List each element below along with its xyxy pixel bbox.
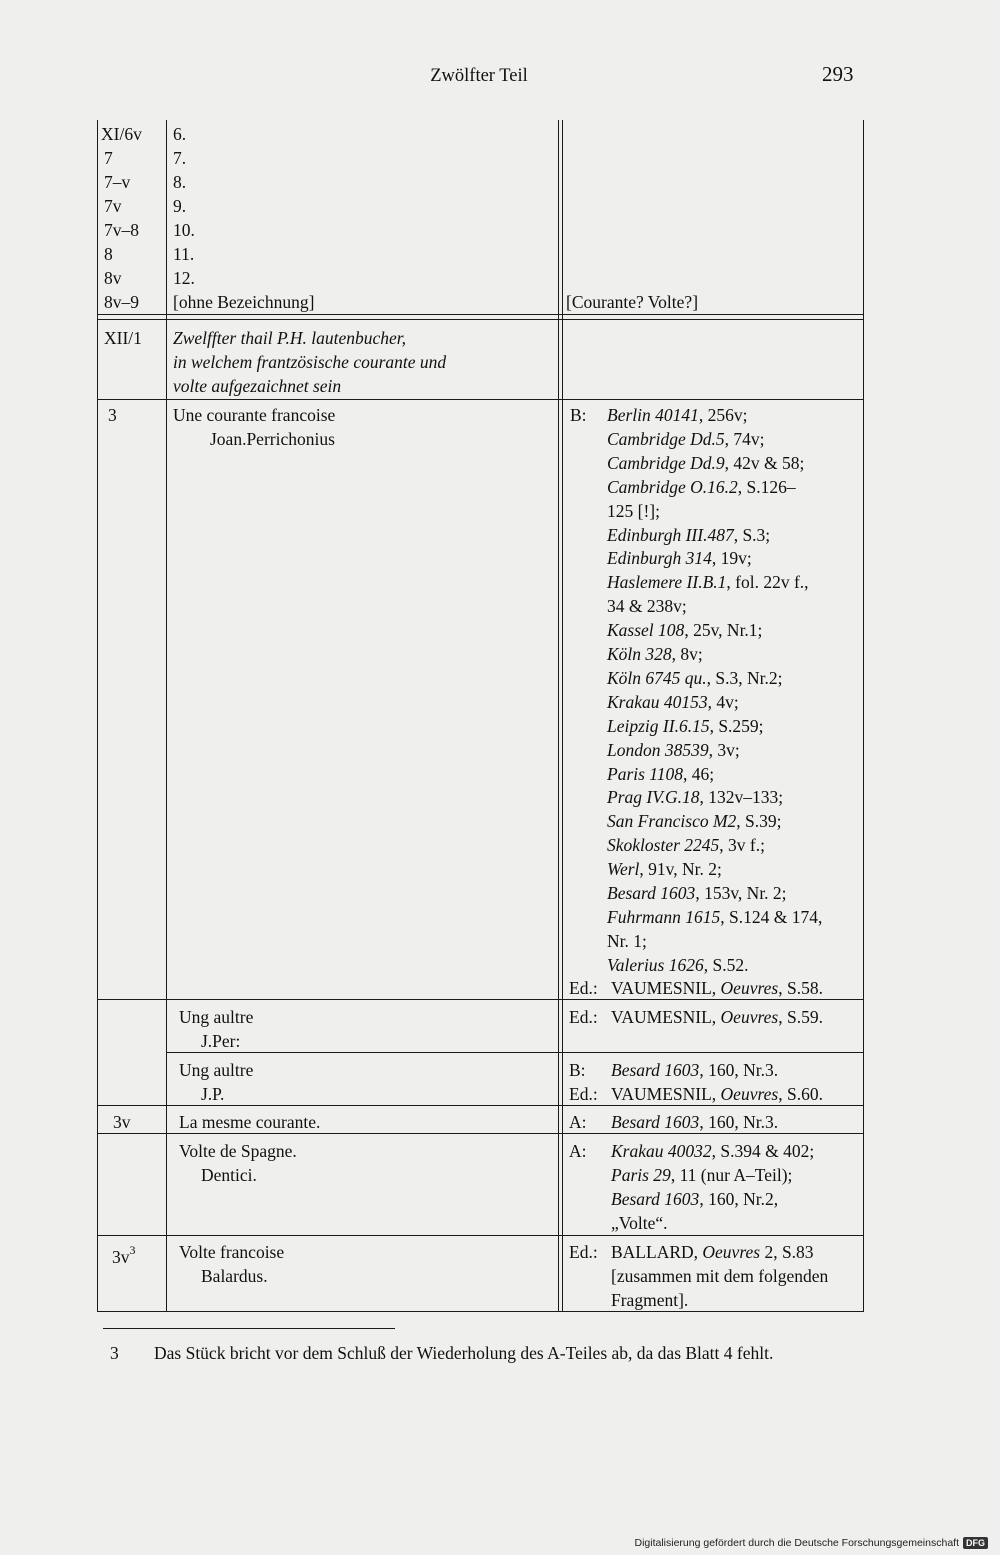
piece-number: 8.	[173, 172, 187, 192]
folio: 8v–9	[104, 292, 139, 312]
source-ref: Edinburgh 314, 19v;	[607, 548, 752, 569]
edition-note: Fragment].	[611, 1290, 689, 1310]
piece-number: 7.	[173, 148, 187, 168]
piece-number: 11.	[173, 244, 195, 264]
folio: 3	[108, 405, 117, 425]
piece-title: Volte de Spagne.	[179, 1141, 297, 1161]
source-ref: Werl, 91v, Nr. 2;	[607, 859, 722, 880]
edition-note: [zusammen mit dem folgenden	[611, 1266, 829, 1286]
folio: 8	[104, 244, 113, 264]
section-title: in welchem frantzösische courante und	[173, 352, 447, 372]
piece-title: Une courante francoise	[173, 405, 336, 425]
piece-number: 10.	[173, 220, 195, 240]
source-ref: 34 & 238v;	[607, 596, 687, 617]
source-ref: Krakau 40153, 4v;	[607, 691, 739, 712]
source-ref: 125 [!];	[607, 500, 660, 521]
edition-ref: BALLARD, Oeuvres 2, S.83	[611, 1242, 814, 1262]
piece-title: Ung aultre	[179, 1060, 254, 1080]
source-ref: Krakau 40032, S.394 & 402;	[611, 1141, 815, 1161]
piece-title: La mesme courante.	[179, 1112, 321, 1132]
label-ed: Ed.:	[569, 1242, 598, 1262]
source-ref: Cambridge Dd.9, 42v & 58;	[607, 452, 805, 473]
edition-ref: VAUMESNIL, Oeuvres, S.60.	[611, 1084, 823, 1104]
folio: 3v	[113, 1112, 131, 1132]
folio: 7–v	[104, 172, 131, 192]
piece-title: Ung aultre	[179, 1007, 254, 1027]
folio: $3v^3$	[112, 1243, 136, 1267]
footnote-number: 3	[110, 1343, 119, 1363]
folio: 7v	[104, 196, 122, 216]
composer: J.P.	[201, 1084, 225, 1104]
label-ed: Ed.:	[569, 978, 598, 998]
source-ref: London 38539, 3v;	[607, 739, 740, 760]
folio: 7v–8	[104, 220, 139, 240]
source-ref: Valerius 1626, S.52.	[607, 954, 749, 975]
footnote-text: Das Stück bricht vor dem Schluß der Wiederholung des A-Teiles ab, da das Blatt 4 fehlt.	[154, 1343, 774, 1363]
remark: [Courante? Volte?]	[566, 292, 699, 312]
page-number: 293	[822, 62, 854, 86]
source-ref: Nr. 1;	[607, 930, 647, 951]
source-ref: Besard 1603, 153v, Nr. 2;	[607, 883, 787, 903]
source-ref: Berlin 40141, 256v;	[607, 405, 748, 425]
piece-number: 12.	[173, 268, 195, 288]
piece-number: 9.	[173, 196, 187, 216]
composer: Dentici.	[201, 1165, 257, 1185]
label-a: A:	[569, 1141, 587, 1161]
source-ref: Köln 328, 8v;	[607, 644, 703, 664]
label-b: B:	[569, 1060, 586, 1080]
source-ref: Leipzig II.6.15, S.259;	[607, 715, 764, 736]
source-ref: Paris 1108, 46;	[607, 763, 715, 784]
source-ref: Prag IV.G.18, 132v–133;	[607, 787, 784, 808]
section-title: volte aufgezaichnet sein	[173, 376, 342, 396]
edition-ref: VAUMESNIL, Oeuvres, S.59.	[611, 1007, 823, 1027]
source-ref: „Volte“.	[611, 1213, 668, 1233]
dfg-logo: DFG	[963, 1537, 988, 1549]
running-title: Zwölfter Teil	[430, 66, 528, 86]
credit-text: Digitalisierung gefördert durch die Deutsche Forschungsgemeinschaft	[634, 1537, 959, 1549]
source-ref: Cambridge O.16.2, S.126–	[607, 476, 796, 497]
digitization-credit	[634, 1537, 988, 1549]
composer: J.Per:	[201, 1031, 241, 1051]
source-ref: San Francisco M2, S.39;	[607, 811, 782, 832]
source-ref: Skokloster 2245, 3v f.;	[607, 835, 765, 856]
source-ref: Cambridge Dd.5, 74v;	[607, 428, 765, 449]
source-ref: Kassel 108, 25v, Nr.1;	[607, 620, 763, 641]
composer: Joan.Perrichonius	[210, 429, 335, 449]
footnote-marker[interactable]: 3	[129, 1243, 136, 1257]
label-a: A:	[569, 1112, 587, 1132]
section-title: Zwelffter thail P.H. lautenbucher,	[173, 328, 407, 348]
label-b: B:	[570, 405, 587, 425]
piece-title: Volte francoise	[179, 1242, 285, 1262]
source-ref: Paris 29, 11 (nur A–Teil);	[611, 1165, 793, 1185]
folio: 7	[104, 148, 113, 168]
edition-ref: VAUMESNIL, Oeuvres, S.58.	[611, 978, 823, 998]
footnote-rule	[103, 1328, 395, 1329]
folio: XI/6v	[101, 124, 142, 144]
source-ref: Besard 1603, 160, Nr.2,	[611, 1189, 779, 1209]
label-ed: Ed.:	[569, 1007, 598, 1027]
source-ref: Besard 1603, 160, Nr.3.	[611, 1060, 779, 1080]
source-ref: Köln 6745 qu., S.3, Nr.2;	[607, 667, 783, 688]
piece-number: [ohne Bezeichnung]	[173, 292, 315, 312]
source-ref: Besard 1603, 160, Nr.3.	[611, 1112, 779, 1132]
source-ref: Edinburgh III.487, S.3;	[607, 524, 771, 545]
source-ref: Haslemere II.B.1, fol. 22v f.,	[607, 572, 809, 593]
composer: Balardus.	[201, 1266, 268, 1286]
source-ref: Fuhrmann 1615, S.124 & 174,	[607, 906, 823, 927]
piece-number: 6.	[173, 124, 187, 144]
label-ed: Ed.:	[569, 1084, 598, 1104]
folio: 8v	[104, 268, 122, 288]
folio: XII/1	[104, 328, 142, 348]
